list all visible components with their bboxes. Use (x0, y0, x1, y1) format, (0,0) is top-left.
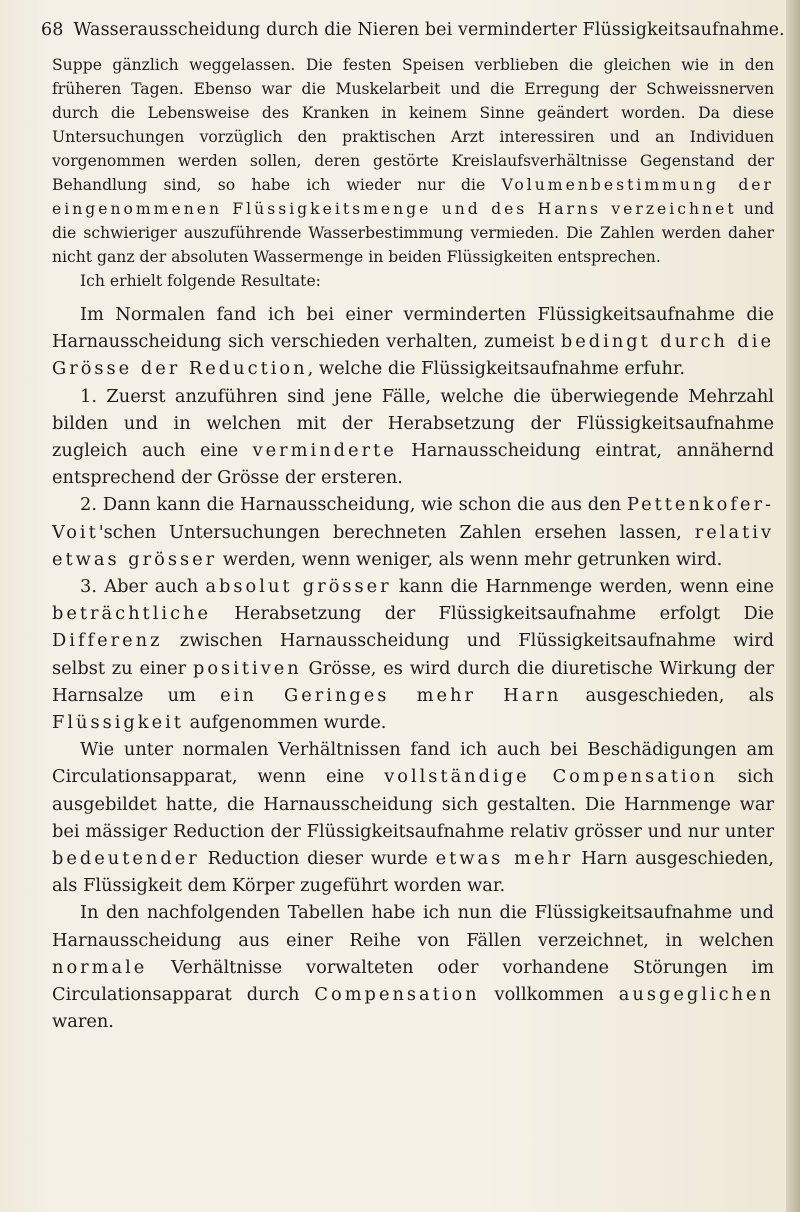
page-number: 68 (41, 20, 64, 40)
spaced-emphasis: Volumenbestimmung der eingenommenen Flüssigkeitsmenge und des Harns verzeichnet (52, 176, 774, 218)
text-run: ausgeschieden, als (561, 684, 774, 706)
spaced-emphasis: ein Geringes mehr Harn (220, 684, 562, 706)
text-run: und die schwieriger auszuführende Wasserbestimmung vermieden. Die Zahlen werden daher nicht ganz der absoluten Wassermenge in beiden Flüssigkeiten entsprechen. (52, 200, 774, 266)
main-paragraph-normal (52, 301, 774, 383)
intro-paragraph (52, 53, 774, 269)
running-header (41, 20, 785, 40)
list-item-1 (52, 383, 774, 492)
text-run: 2. Dann kann die Harnausscheidung, wie schon die aus den (80, 494, 627, 516)
text-run: Harn ausgeschieden, als Flüssigkeit dem Körper zugeführt worden war. (52, 848, 775, 897)
text-run: Herabsetzung der Flüssigkeitsaufnahme erfolgt Die (211, 603, 774, 625)
spaced-emphasis: vollständige Compensation (384, 766, 718, 788)
text-run: , welche die Flüssigkeitsaufnahme erfuhr. (307, 358, 686, 380)
page-edge-shadow (786, 0, 800, 1212)
text-run: sich ausgebildet hatte, die Harnausscheidung sich gestalten. Die Harnmenge war bei mässiger Reduction der Flüssigkeitsaufnahme relativ grösser und nur unter (52, 766, 774, 842)
list-item-2 (52, 491, 774, 573)
spaced-emphasis: bedeutender (52, 848, 200, 870)
text-run: Verhältnisse vorwalteten oder vorhandene Störungen im Circulationsapparat durch (52, 956, 774, 1006)
spaced-emphasis: Flüssigkeit (52, 712, 184, 734)
text-run: Harnausscheidung eintrat, annähernd entsprechend der Grösse der ersteren. (52, 440, 774, 489)
spaced-emphasis: Compensation (314, 984, 480, 1006)
text-run: vollkommen (479, 984, 619, 1006)
text-run: Suppe gänzlich weggelassen. Die festen Speisen verblieben die gleichen wie in den früheren Tagen. Ebenso war die Muskelarbeit und die Erregung der Schweissnerven durch die Lebensweise des Kranken in keinem Sinne geändert worden. Da diese Untersuchungen vorzüglich den praktischen Arzt interessiren und an Individuen vorgenommen werden sollen, deren gestörte Kreislaufsverhältnisse Gegenstand der Behandlung sind, so habe ich wieder nur die (52, 56, 774, 194)
text-run: waren. (52, 1011, 114, 1033)
text-run: 1. Zuerst anzuführen sind jene Fälle, welche die überwiegende Mehrzahl bilden und in welchen mit der Herabsetzung der Flüssigkeitsaufnahme zugleich auch eine (52, 385, 774, 462)
spaced-emphasis: Differenz (52, 630, 163, 652)
text-run: Wie unter normalen Verhältnissen fand ich auch bei Beschädigungen am Circulationsapparat, wenn eine (52, 739, 774, 788)
spaced-emphasis: normale (52, 956, 148, 978)
spaced-emphasis: etwas mehr (435, 848, 574, 870)
text-run: Im Normalen fand ich bei einer verminderten Flüssigkeitsaufnahme die Harnausscheidung sich verschieden verhalten, zumeist (52, 304, 774, 353)
spaced-emphasis: relativ etwas grösser (52, 521, 774, 570)
spaced-emphasis: bedingt durch die Grösse der Reduction (52, 331, 774, 380)
spaced-emphasis: absolut grösser (205, 576, 392, 598)
spaced-emphasis: positiven (192, 657, 302, 679)
compensation-paragraph (52, 736, 774, 899)
spacer (52, 293, 774, 301)
text-run: zwischen Harnausscheidung und Flüssigkeitsaufnahme wird selbst zu einer (52, 630, 774, 679)
text-run: In den nachfolgenden Tabellen habe ich nun die Flüssigkeitsaufnahme und Harnausscheidung aus einer Reihe von Fällen verzeichnet, in welchen (52, 902, 774, 951)
results-intro: Ich erhielt folgende Resultate: (80, 272, 321, 290)
spaced-emphasis: Pettenkofer-Voit (52, 494, 774, 543)
text-run: 'schen Untersuchungen berechneten Zahlen ersehen lassen, (98, 521, 695, 543)
spaced-emphasis: beträchtliche (52, 603, 212, 625)
text-run: Reduction dieser wurde (199, 848, 436, 870)
spaced-emphasis: verminderte (252, 440, 397, 462)
text-run: kann die Harnmenge werden, wenn eine (391, 576, 774, 598)
running-title: Wasserausscheidung durch die Nieren bei verminderter Flüssigkeitsaufnahme. (73, 20, 785, 40)
text-run: 3. Aber auch (80, 576, 206, 598)
page-body (52, 53, 774, 1035)
text-run: werden, wenn weniger, als wenn mehr getrunken wird. (217, 548, 723, 570)
text-run: Grösse, es wird durch die diuretische Wirkung der Harnsalze um (52, 657, 774, 706)
text-run: aufgenommen wurde. (183, 712, 387, 734)
list-item-3 (52, 573, 774, 736)
spaced-emphasis: ausgeglichen (618, 984, 774, 1006)
tables-paragraph (52, 899, 774, 1035)
